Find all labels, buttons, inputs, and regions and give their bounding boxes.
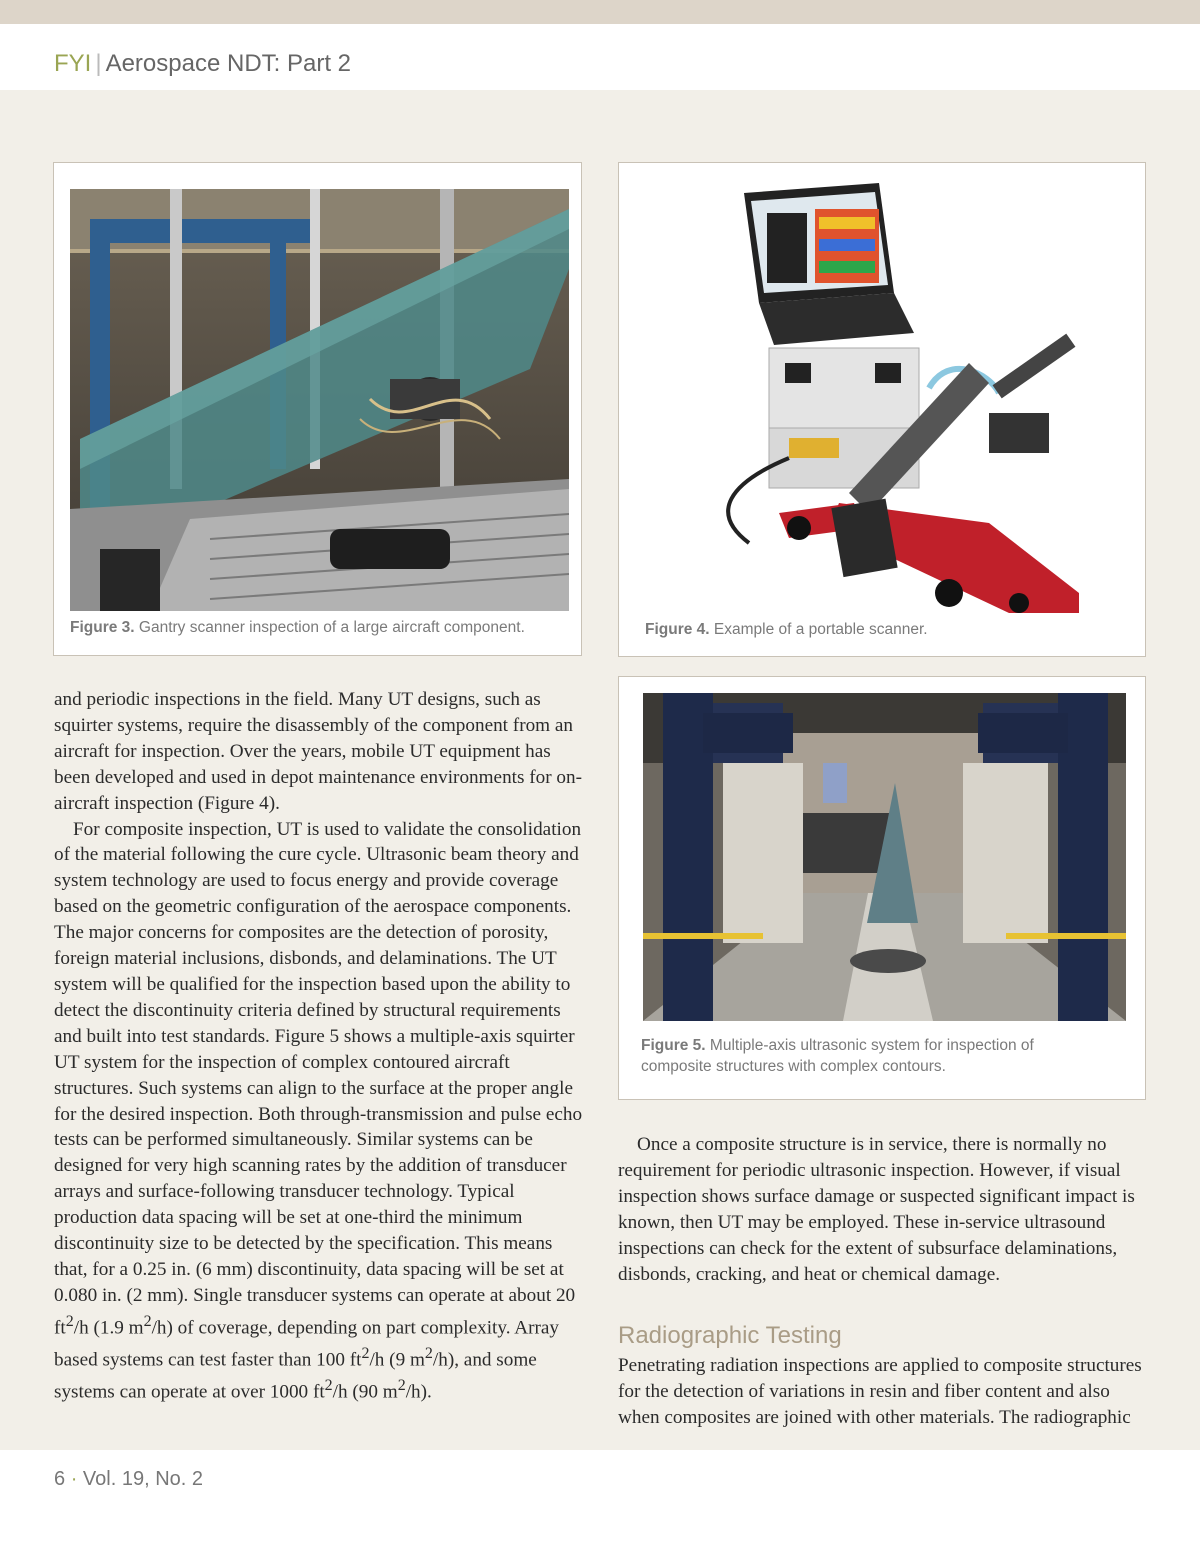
footer-text <box>54 1468 203 1491</box>
top-band <box>0 0 1200 24</box>
figure-5-label: Figure 5. <box>641 1037 706 1054</box>
header-article-title: Aerospace NDT: Part 2 <box>105 50 352 77</box>
page-header <box>0 24 1200 90</box>
figure-4-text: Example of a portable scanner. <box>709 621 928 638</box>
figure-3 <box>53 162 582 656</box>
figure-5 <box>618 676 1146 1100</box>
figure-3-photo <box>70 189 569 611</box>
header-title <box>54 50 351 78</box>
page-number: 6 <box>54 1468 66 1490</box>
gantry-scanner-image <box>70 189 569 611</box>
figure-5-caption <box>641 1035 1101 1077</box>
figure-5-text: Multiple-axis ultrasonic system for inspection of composite structures with complex contours. <box>641 1037 1034 1075</box>
page-footer <box>0 1450 1200 1558</box>
figure-4-label: Figure 4. <box>645 621 710 638</box>
right-paragraph-1: Once a composite structure is in service, there is normally no requirement for periodic ultrasonic inspection. However, if visual inspection shows surface damage or suspected significant impact is known, then UT may be employed. These in-service ultrasound inspections can check for the extent of subsurface delaminations, disbonds, cracking, and heat or chemical damage. <box>618 1134 1135 1285</box>
header-section: FYI <box>54 50 92 77</box>
figure-3-caption <box>70 617 570 638</box>
figure-5-photo <box>643 693 1126 1021</box>
radiographic-testing-heading: Radiographic Testing <box>618 1322 842 1349</box>
issue-label: Vol. 19, No. 2 <box>82 1468 203 1490</box>
figure-4-photo <box>689 183 1089 613</box>
left-paragraph-2: For composite inspection, UT is used to validate the consolidation of the material following the cure cycle. Ultrasonic beam theory and system technology are used to focus energy and provide coverage based on the geometric configuration of the aerospace components. The major concerns for composites are the detection of porosity, foreign material inclusions, disbonds, and delaminations. The UT system will be qualified for the inspection based upon the ability to detect the discontinuity criteria defined by structural requirements and built into test standards. Figure 5 shows a multiple-axis squirter UT system for the inspection of complex contoured aircraft structures. Such systems can align to the surface at the proper angle for the desired inspection. Both through-transmission and pulse echo tests can be performed simultaneously. Similar systems can be designed for very high scanning rates by the addition of transducer arrays and surface-following transducer technology. Typical production data spacing will be set at one-third the minimum discontinuity size to be detected by the specification. This means that, for a 0.25 in. (6 mm) discontinuity, data spacing will be set at 0.080 in. (2 mm). Single transducer systems can operate at about 20 $ft^2/h$ (1.9 $m^2/h$) of coverage, depending on part complexity. Array based systems can test faster than 100 $ft^2/h$ (9 $m^2/h$), and some systems can operate at over 1000 $ft^2/h$ (90 $m^2/h$). <box>54 818 583 1403</box>
right-column-text <box>618 1132 1148 1287</box>
header-separator: | <box>95 50 102 77</box>
figure-3-label: Figure 3. <box>70 619 135 636</box>
multi-axis-system-image <box>643 693 1126 1021</box>
left-column-text <box>54 687 584 1406</box>
left-paragraph-1: and periodic inspections in the field. Many UT designs, such as squirter systems, require the disassembly of the component from an aircraft for inspection. Over the years, mobile UT equipment has been developed and used in depot maintenance environments for on-aircraft inspection (Figure 4). <box>54 689 583 814</box>
figure-4-caption <box>645 619 1125 640</box>
figure-4 <box>618 162 1146 657</box>
right-column-text-2 <box>618 1353 1150 1431</box>
figure-3-text: Gantry scanner inspection of a large aircraft component. <box>134 619 525 636</box>
footer-dot: · <box>70 1468 78 1490</box>
portable-scanner-image <box>689 183 1089 613</box>
right-paragraph-2: Penetrating radiation inspections are applied to composite structures for the detection of variations in resin and fiber content and also when composites are joined with other materials. The radiographic <box>618 1355 1142 1428</box>
